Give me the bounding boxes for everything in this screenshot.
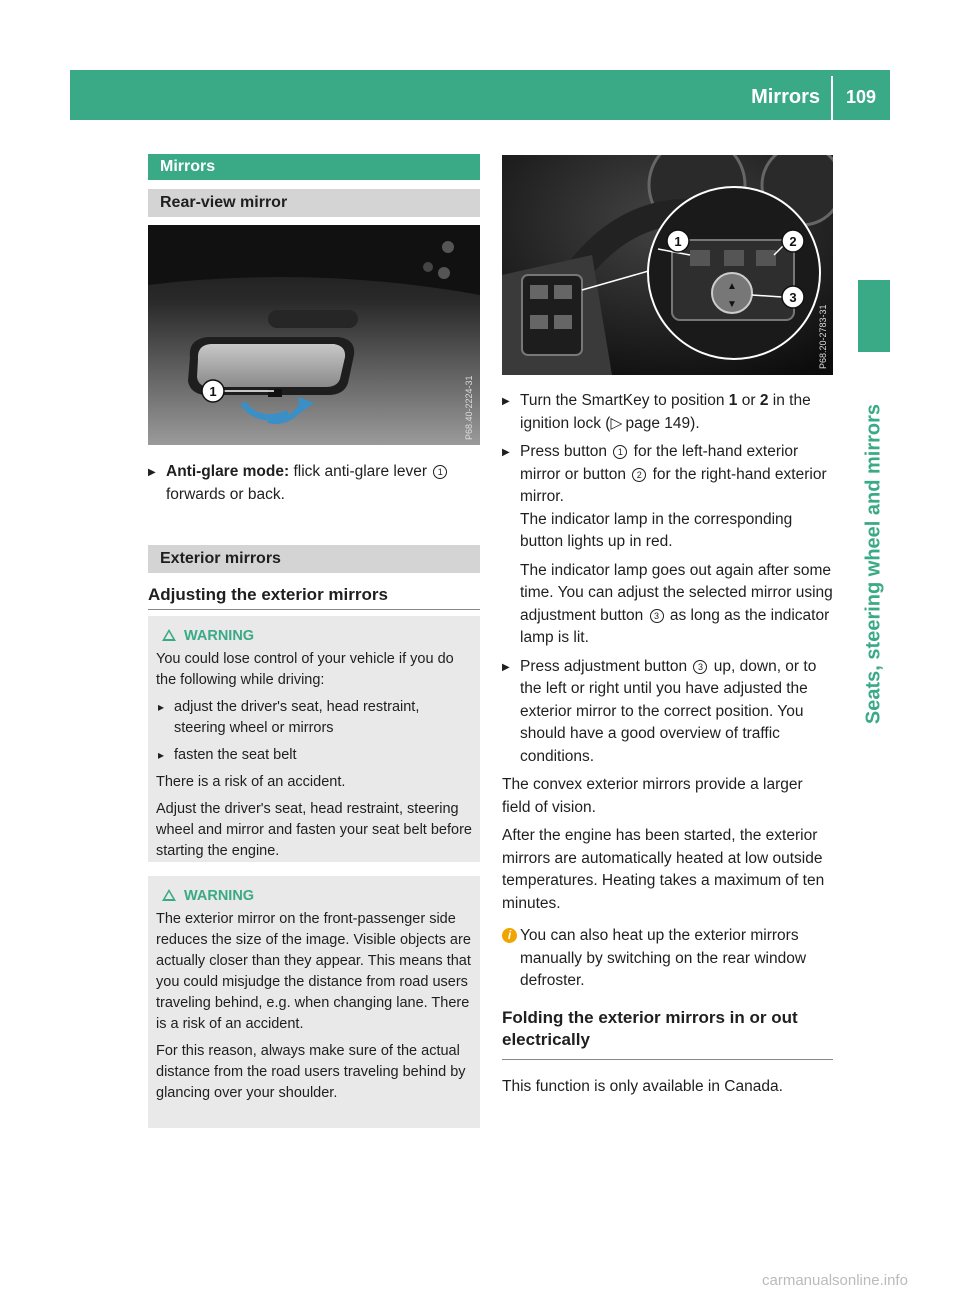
figure-code: P68.40-2224-31 [464,375,474,440]
side-tab-label: Seats, steering wheel and mirrors [862,403,885,725]
page-header-title: Mirrors [751,86,820,108]
step-text: flick anti-glare lever [293,463,427,480]
paragraph-convex: The convex exterior mirrors provide a larger field of vision. [502,776,803,816]
info-note [502,925,833,993]
page-number: 109 [846,87,877,107]
warning-bullet: ▸ fasten the seat belt [156,745,472,766]
figure-callout: 3 [789,290,797,305]
warning-title: WARNING [184,628,255,644]
figure-callout: 1 [209,384,217,399]
step-adjust: ▶ Press adjustment button 3 up, down, or to the left or right until you have adjusted the exterior mirror to the correct position. You should have a good overview of traffic conditions. [502,656,833,769]
side-tab-marker [858,280,890,352]
warning-title: WARNING [184,888,255,904]
warning-icon [162,889,176,901]
figure-callout: 2 [789,234,797,249]
warning-risk: There is a risk of an accident. [156,774,346,790]
svg-text:▼: ▼ [727,299,737,310]
watermark: carmanualsonline.info [762,1272,908,1289]
warning-advice: For this reason, always make sure of the actual distance from the road users traveling behind by glancing over your shoulder. [156,1043,466,1101]
warning-box-1 [148,616,480,862]
side-tab [858,354,890,774]
warning-text: The exterior mirror on the front-passenger side reduces the size of the image. Visible objects are actually closer than they appear. This means that you could misjudge the distance from road users traveling behind, e.g. when changing lane. There is a risk of an accident. [156,911,471,1032]
step-press-button: ▶ Press button 1 for the left-hand exterior mirror or button 2 for the right-hand exterior mirror. [502,441,833,509]
svg-text:▲: ▲ [727,281,737,292]
info-text: You can also heat up the exterior mirrors manually by switching on the rear window defroster. [520,927,807,989]
header-divider [831,76,833,120]
page-ref: page 149 [625,414,691,432]
mirror-buttons-figure [502,155,833,375]
step-note-2: The indicator lamp goes out again after some time. You can adjust the selected mirror using adjustment button 3 as long as the indicator lamp is lit. [520,561,833,646]
warning-advice: Adjust the driver's seat, head restraint, steering wheel and mirror and fasten your seat belt before starting the engine. [156,801,472,859]
step-smartkey: ▶ Turn the SmartKey to position 1 or 2 in the ignition lock (▷ page 149). [502,390,833,435]
section-title: Mirrors [148,154,480,180]
warning-icon [162,629,176,641]
info-icon: i [502,928,517,943]
step-label: Anti-glare mode: [166,463,290,480]
warning-bullet: ▸ adjust the driver's seat, head restraint, steering wheel or mirrors [156,697,472,739]
warning-box-2 [148,876,480,1128]
adjusting-heading: Adjusting the exterior mirrors [148,585,388,604]
rear-view-mirror-figure [148,225,480,445]
folding-text: This function is only available in Canada. [502,1077,783,1095]
step-note-1: The indicator lamp in the corresponding button lights up in red. [520,510,793,550]
right-column-text [502,390,833,1098]
paragraph-heating: After the engine has been started, the exterior mirrors are automatically heated at low outside temperatures. Heating takes a maximum of ten minutes. [502,827,825,912]
rear-view-heading: Rear-view mirror [148,189,480,217]
figure-callout: 1 [674,234,682,249]
lever-number: 1 [433,465,447,479]
mirror-buttons-illustration [502,155,833,375]
heading-rule [502,1059,833,1060]
step-text-end: forwards or back. [166,485,285,503]
anti-glare-step [148,461,498,506]
exterior-mirrors-heading: Exterior mirrors [148,545,480,573]
figure-code: P68.20-2783-31 [818,304,828,369]
warning-intro: You could lose control of your vehicle if you do the following while driving: [156,651,454,688]
heading-rule [148,609,480,610]
folding-heading: Folding the exterior mirrors in or out electrically [502,1007,798,1049]
rear-view-mirror-illustration [148,225,480,445]
